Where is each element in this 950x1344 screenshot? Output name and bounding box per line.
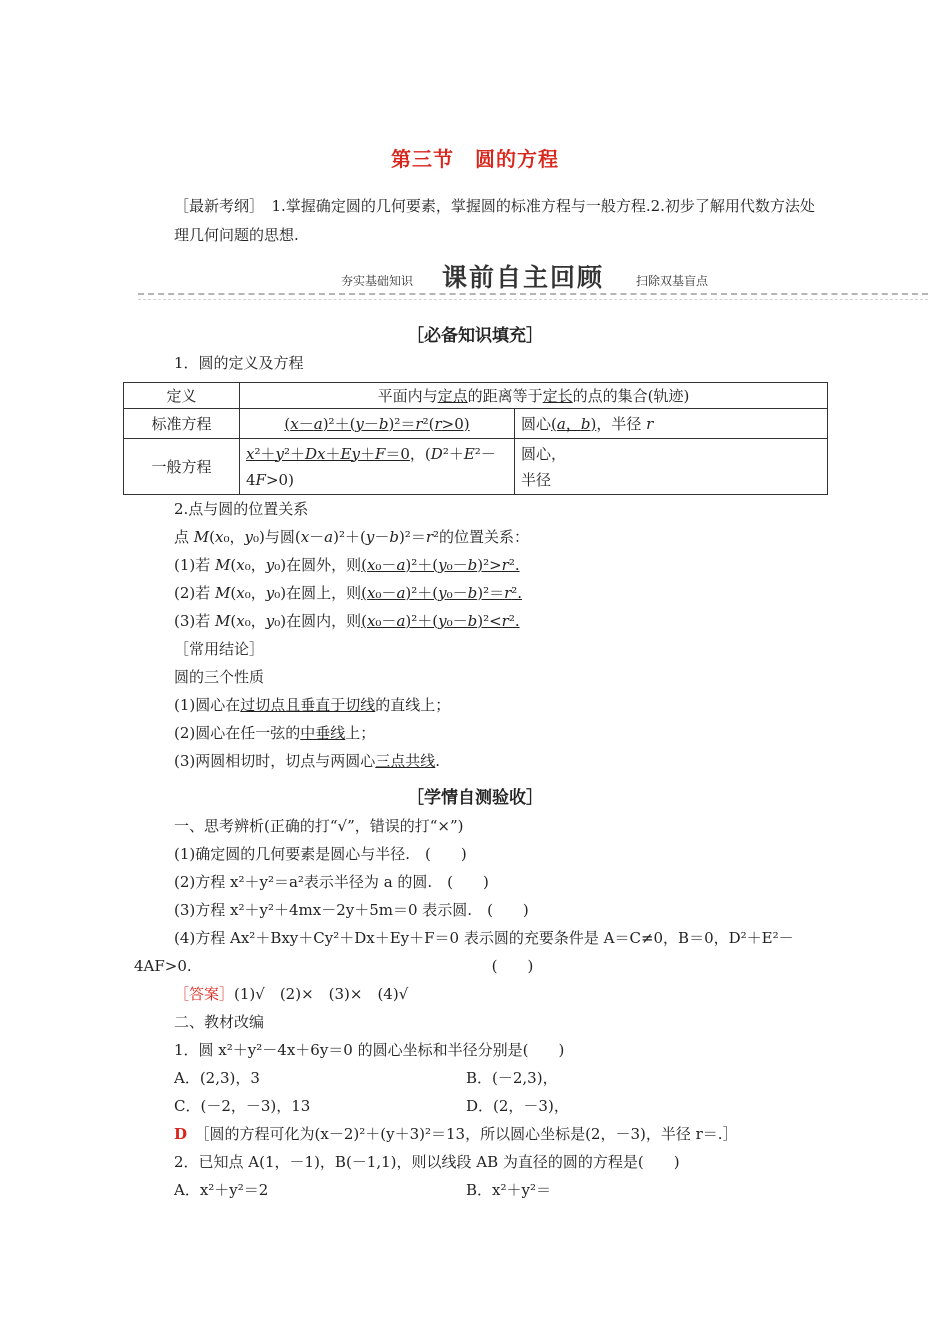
option-c: C．(－2，－3)，13 [174, 1097, 311, 1115]
banner-center: 课前自主回顾 [442, 263, 605, 292]
section-banner [138, 256, 928, 300]
answer-text: (1)√ (2)× (3)× (4)√ [234, 985, 409, 1003]
text-line: (3)若 M(x₀，y₀)在圆内，则(x₀－a)²＋(y₀－b)²<r². [174, 612, 520, 630]
table-cell: 圆心(a，b)，半径 r [515, 409, 828, 439]
circle-equation-table [123, 382, 828, 495]
solution-text: ［圆的方程可化为(x－2)²＋(y＋3)²＝13，所以圆心坐标是(2，－3)，半径 r＝.］ [202, 1125, 738, 1143]
option-b: B．x²＋y²＝ [466, 1181, 551, 1199]
table-row [124, 439, 828, 495]
table-cell: x²＋y²＋Dx＋Ey＋F＝0，(D²＋E²－ 4F>0) [240, 439, 515, 495]
solution-letter: D [174, 1125, 188, 1143]
text-line: 圆的三个性质 [174, 668, 265, 686]
quiz-item: (3)方程 x²＋y²＋4mx－2y＋5m＝0 表示圆. ( ) [174, 901, 529, 919]
table-row [124, 409, 828, 439]
option-d: D．(2，－3)， [466, 1097, 569, 1115]
option-b: B．(－2,3)， [466, 1069, 558, 1087]
table-cell: 平面内与定点的距离等于定长的点的集合(轨迹) [240, 383, 828, 409]
table-cell-label: 定义 [124, 383, 240, 409]
problem-2: 2．已知点 A(1，－1)，B(－1,1)，则以线段 AB 为直径的圆的方程是( ) [174, 1153, 680, 1171]
problem-1-solution [174, 1123, 738, 1144]
text-line: (2)圆心在任一弦的中垂线上； [174, 724, 376, 742]
quiz-item: (4)方程 Ax²＋Bxy＋Cy²＋Dx＋Ey＋F＝0 表示圆的充要条件是 A＝C≠0，B＝0，D²＋E²－ [174, 929, 794, 947]
quiz-item: (2)方程 x²＋y²＝a²表示半径为 a 的圆. ( ) [174, 873, 489, 891]
quiz-part1-heading: 一、思考辨析(正确的打“√”，错误的打“×”) [174, 817, 464, 835]
option-a: A．(2,3)，3 [174, 1069, 260, 1087]
table-cell: 圆心， 半径 [515, 439, 828, 495]
subsection-heading-2: 2.点与圆的位置关系 [174, 500, 309, 518]
quiz-item: 4AF>0. ( ) [134, 957, 534, 975]
quiz-part2-heading: 二、教材改编 [174, 1013, 265, 1031]
table-cell-label: 一般方程 [124, 439, 240, 495]
answer-tag: ［答案］ [174, 985, 235, 1003]
text-line: 点 M(x₀，y₀)与圆(x－a)²＋(y－b)²＝r²的位置关系： [174, 528, 530, 546]
page-title: 第三节 圆的方程 [391, 147, 559, 171]
text-line: ［常用结论］ [174, 640, 265, 658]
table-cell-label: 标准方程 [124, 409, 240, 439]
banner-left: 夯实基础知识 [341, 274, 414, 288]
quiz-item: (1)确定圆的几何要素是圆心与半径. ( ) [174, 845, 467, 863]
subsection-heading-1: 1．圆的定义及方程 [174, 354, 304, 372]
table-cell: (x－a)²＋(y－b)²＝r²(r>0) [240, 409, 515, 439]
banner-rule [138, 293, 928, 300]
section-heading-selftest: ［学情自测验收］ [407, 788, 543, 808]
text-line: (1)圆心在过切点且垂直于切线的直线上； [174, 696, 451, 714]
option-a: A．x²＋y²＝2 [174, 1181, 269, 1199]
problem-1: 1．圆 x²＋y²－4x＋6y＝0 的圆心坐标和半径分别是( ) [174, 1041, 565, 1059]
text-line: (1)若 M(x₀，y₀)在圆外，则(x₀－a)²＋(y₀－b)²>r². [174, 556, 520, 574]
quiz-answer [174, 983, 408, 1004]
table-row [124, 383, 828, 409]
banner-right: 扫除双基盲点 [636, 274, 709, 288]
text-line: (2)若 M(x₀，y₀)在圆上，则(x₀－a)²＋(y₀－b)²＝r². [174, 584, 523, 602]
intro-text: ［最新考纲］ 1.掌握确定圆的几何要素，掌握圆的标准方程与一般方程.2.初步了解用代数方法处理几何问题的思想. [174, 197, 815, 244]
section-heading-knowledge: ［必备知识填充］ [407, 326, 543, 346]
text-line: (3)两圆相切时，切点与两圆心三点共线. [174, 752, 441, 770]
